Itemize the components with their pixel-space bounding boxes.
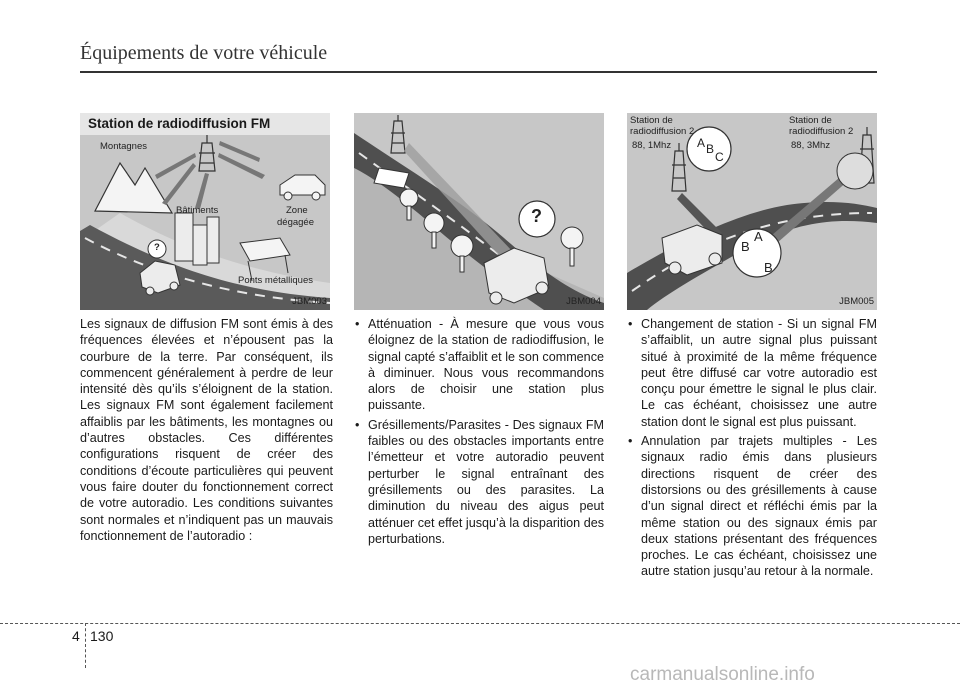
column-intro: [80, 316, 333, 544]
station-right-line1: Station de: [789, 115, 832, 126]
footer-rule: [0, 623, 960, 624]
station-right-line2: radiodiffusion 2: [789, 126, 854, 137]
list-item-static: • Grésillements/Parasites - Des signaux FM faibles ou des obstacles importants entre l’émetteur et votre autoradio peuvent perturber le signal entraînant des grésillements ou des parasites. La diminution du niveau des aigus peut atténuer cet effet jusqu’à la disparition des perturbations.: [354, 417, 604, 547]
figure-station-change: [627, 113, 877, 310]
figure1-title: Station de radiodiffusion FM: [80, 113, 330, 135]
list-item-multipath: • Annulation par trajets multiples - Les signaux radio émis dans plusieurs directions risquent de créer des distorsions ou des grésillements à cause d’un signal direct et réfléchi émis par la même station ou des signaux émis par deux stations présentant des fréquences proches. Le cas échéant, choisissez une autre station jusqu’au retour à la normale.: [627, 433, 877, 580]
question-mark-large: ?: [531, 206, 542, 226]
label-buildings: Bâtiments: [176, 205, 219, 216]
attenuation-illustration: [354, 113, 604, 310]
letter-b-car-2: B: [764, 260, 773, 275]
list-item-station-change: • Changement de station - Si un signal FM s’affaiblit, un autre signal plus puissant situé à proximité de la même fréquence peut être diffusé car votre autoradio est conçu pour émettre le signal le plus clair. Le cas échéant, choisissez une autre station dont le signal est plus puissant.: [627, 316, 877, 430]
column-middle: [354, 316, 604, 550]
figure1-code: JBM003: [292, 296, 327, 307]
watermark: carmanualsonline.info: [630, 664, 815, 685]
intro-paragraph: Les signaux de diffusion FM sont émis à des fréquences élevées et n’épousent pas la courbure de la terre. Par conséquent, ils commencent généralement à perdre de leur intensité dès qu’ils s’éloignent de la station. Les signaux FM sont également facilement affaiblis par les bâtiments, les montagnes ou d’autres obstacles. Ces différentes configurations risquent de créer des conditions d’écoute particulières qui peuvent vous faire douter du fonctionnement correct de votre autoradio. Les conditions suivantes sont normales et n’indiquent pas un mauvais fonctionnement de l’autoradio :: [80, 317, 333, 543]
figure3-code: JBM005: [839, 296, 874, 307]
station-left-line1: Station de: [630, 115, 673, 126]
label-bridges: Ponts métalliques: [238, 275, 313, 286]
page-header-title: Équipements de votre véhicule: [80, 42, 328, 64]
letter-a-top: A: [697, 136, 706, 150]
station-left-freq: 88, 1Mhz: [632, 140, 672, 151]
station-right-freq: 88, 3Mhz: [791, 140, 831, 151]
letter-b-top: B: [706, 142, 715, 156]
chapter-number: 4: [72, 628, 80, 644]
header-rule: [80, 71, 877, 73]
letter-c-top: C: [715, 150, 724, 164]
label-mountains: Montagnes: [100, 141, 148, 152]
list-item-attenuation: • Atténuation - À mesure que vous vous éloignez de la station de radiodiffusion, le signal capté s’affaiblit et le son commence à diminuer. Nous vous recommandons alors de choisir une station plus puissante.: [354, 316, 604, 414]
station-left-line2: radiodiffusion 2: [630, 126, 695, 137]
label-zone-line1: Zone: [286, 205, 308, 216]
label-zone-line2: dégagée: [277, 217, 314, 228]
figure-attenuation: [354, 113, 604, 310]
right-bullet-list: [627, 316, 877, 580]
middle-bullet-list: [354, 316, 604, 547]
figure2-code: JBM004: [566, 296, 601, 307]
question-mark-small: ?: [154, 242, 160, 253]
letter-b-car: B: [741, 239, 750, 254]
letter-a-car: A: [754, 229, 763, 244]
page-number: 130: [90, 628, 114, 644]
footer-divider: [85, 623, 86, 668]
column-right: [627, 316, 877, 583]
figure-fm-station: [80, 113, 330, 310]
